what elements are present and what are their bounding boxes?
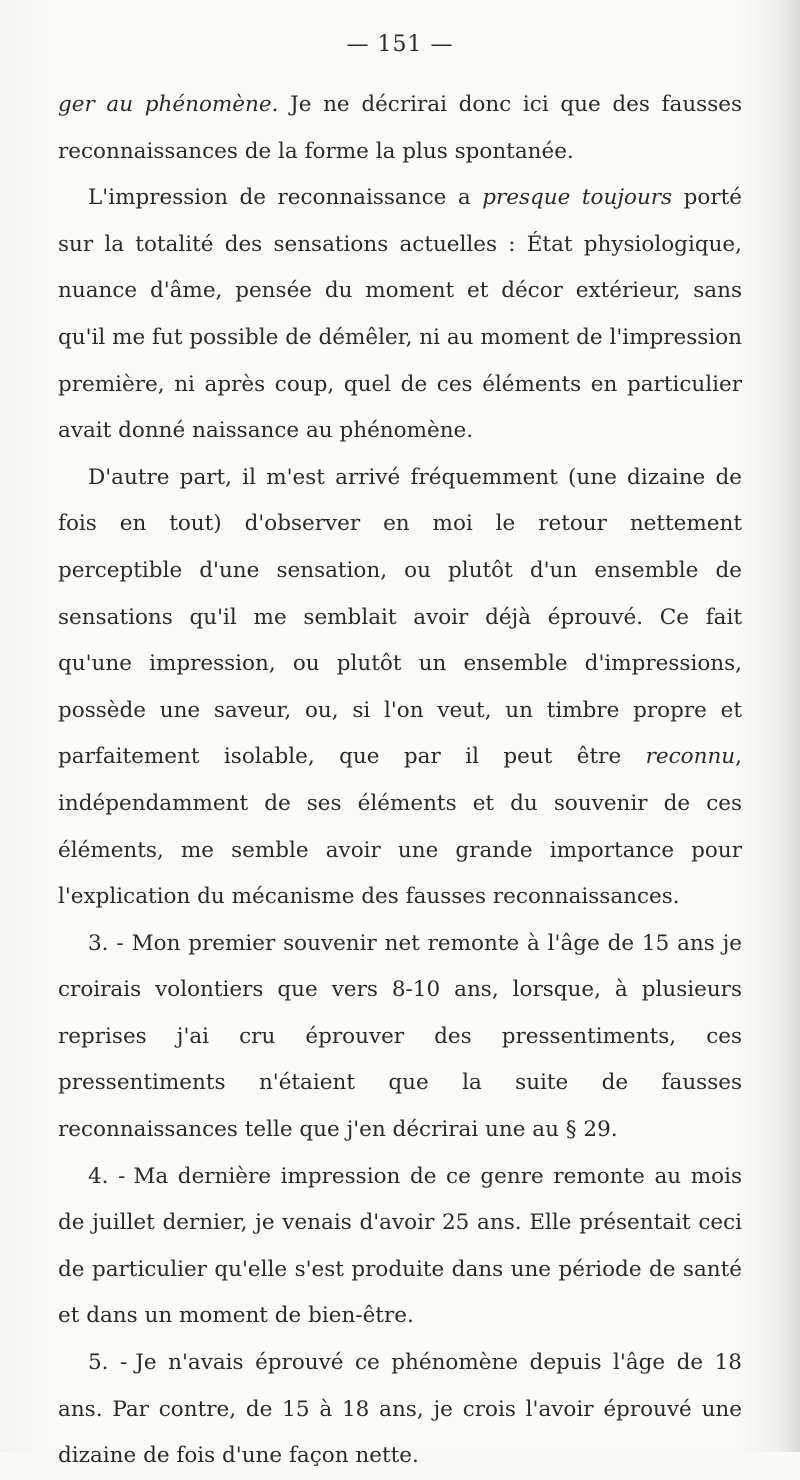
- item-number: 3. -: [88, 930, 124, 956]
- text-run: Mon premier souvenir net remonte à l'âge de 15 ans je croirais volontiers que vers 8-10 ans, lorsque, à plusieurs reprises j'ai cru éprouver des pressentiments, ces pressentiments n'étaient que la suite de fausses reconnaissances telle que j'en décrirai une au § 29.: [58, 930, 742, 1143]
- italic-phrase: ger au phénomène.: [58, 92, 279, 117]
- italic-phrase: reconnu: [645, 744, 736, 770]
- paragraph: [58, 82, 742, 175]
- text-run: D'autre part, il m'est arrivé fréquemment (une dizaine de fois en tout) d'observer en moi le retour nettement perceptible d'une sensation, ou plutôt d'un ensemble de sensations qu'il me semblait avoir déjà éprouvé. Ce fait qu'une impression, ou plutôt un ensemble d'impressions, possède une saveur, ou, si l'on veut, un timbre propre et parfaitement isolable, que par il peut être: [58, 464, 742, 770]
- paragraph: [58, 175, 742, 455]
- page-number: — 151 —: [346, 32, 454, 57]
- numbered-paragraph: [58, 1154, 742, 1340]
- text-run: porté sur la totalité des sensations actuelles : État physiologique, nuance d'âme, pensée du moment et décor extérieur, sans qu'il me fut possible de démêler, ni au moment de l'impression première, ni après coup, quel de ces éléments en particulier avait donné naissance au phénomène.: [58, 185, 743, 444]
- italic-phrase: presque toujours: [482, 185, 673, 211]
- text-run: Je ne décrirai donc ici que des fausses reconnaissances de la forme la plus spontanée.: [58, 92, 742, 164]
- numbered-paragraph: [58, 921, 742, 1154]
- item-number: 5. -: [88, 1350, 128, 1376]
- text-run: Je n'avais éprouvé ce phénomène depuis l'âge de 18 ans. Par contre, de 15 à 18 ans, je crois l'avoir éprouvé une dizaine de fois d'une façon nette.: [58, 1350, 742, 1469]
- item-number: 4. -: [88, 1163, 126, 1189]
- text-run: L'impression de reconnaissance a: [88, 185, 483, 211]
- paragraph: [58, 455, 742, 921]
- body-text: [58, 82, 742, 1480]
- numbered-paragraph: [58, 1340, 742, 1480]
- text-run: , indépendamment de ses éléments et du souvenir de ces éléments, me semble avoir une grande importance pour l'explication du mécanisme des fausses reconnaissances.: [58, 744, 742, 910]
- text-run: Ma dernière impression de ce genre remonte au mois de juillet dernier, je venais d'avoir 25 ans. Elle présentait ceci de particulier qu'elle s'est produite dans une période de santé et dans un moment de bien-être.: [58, 1163, 742, 1329]
